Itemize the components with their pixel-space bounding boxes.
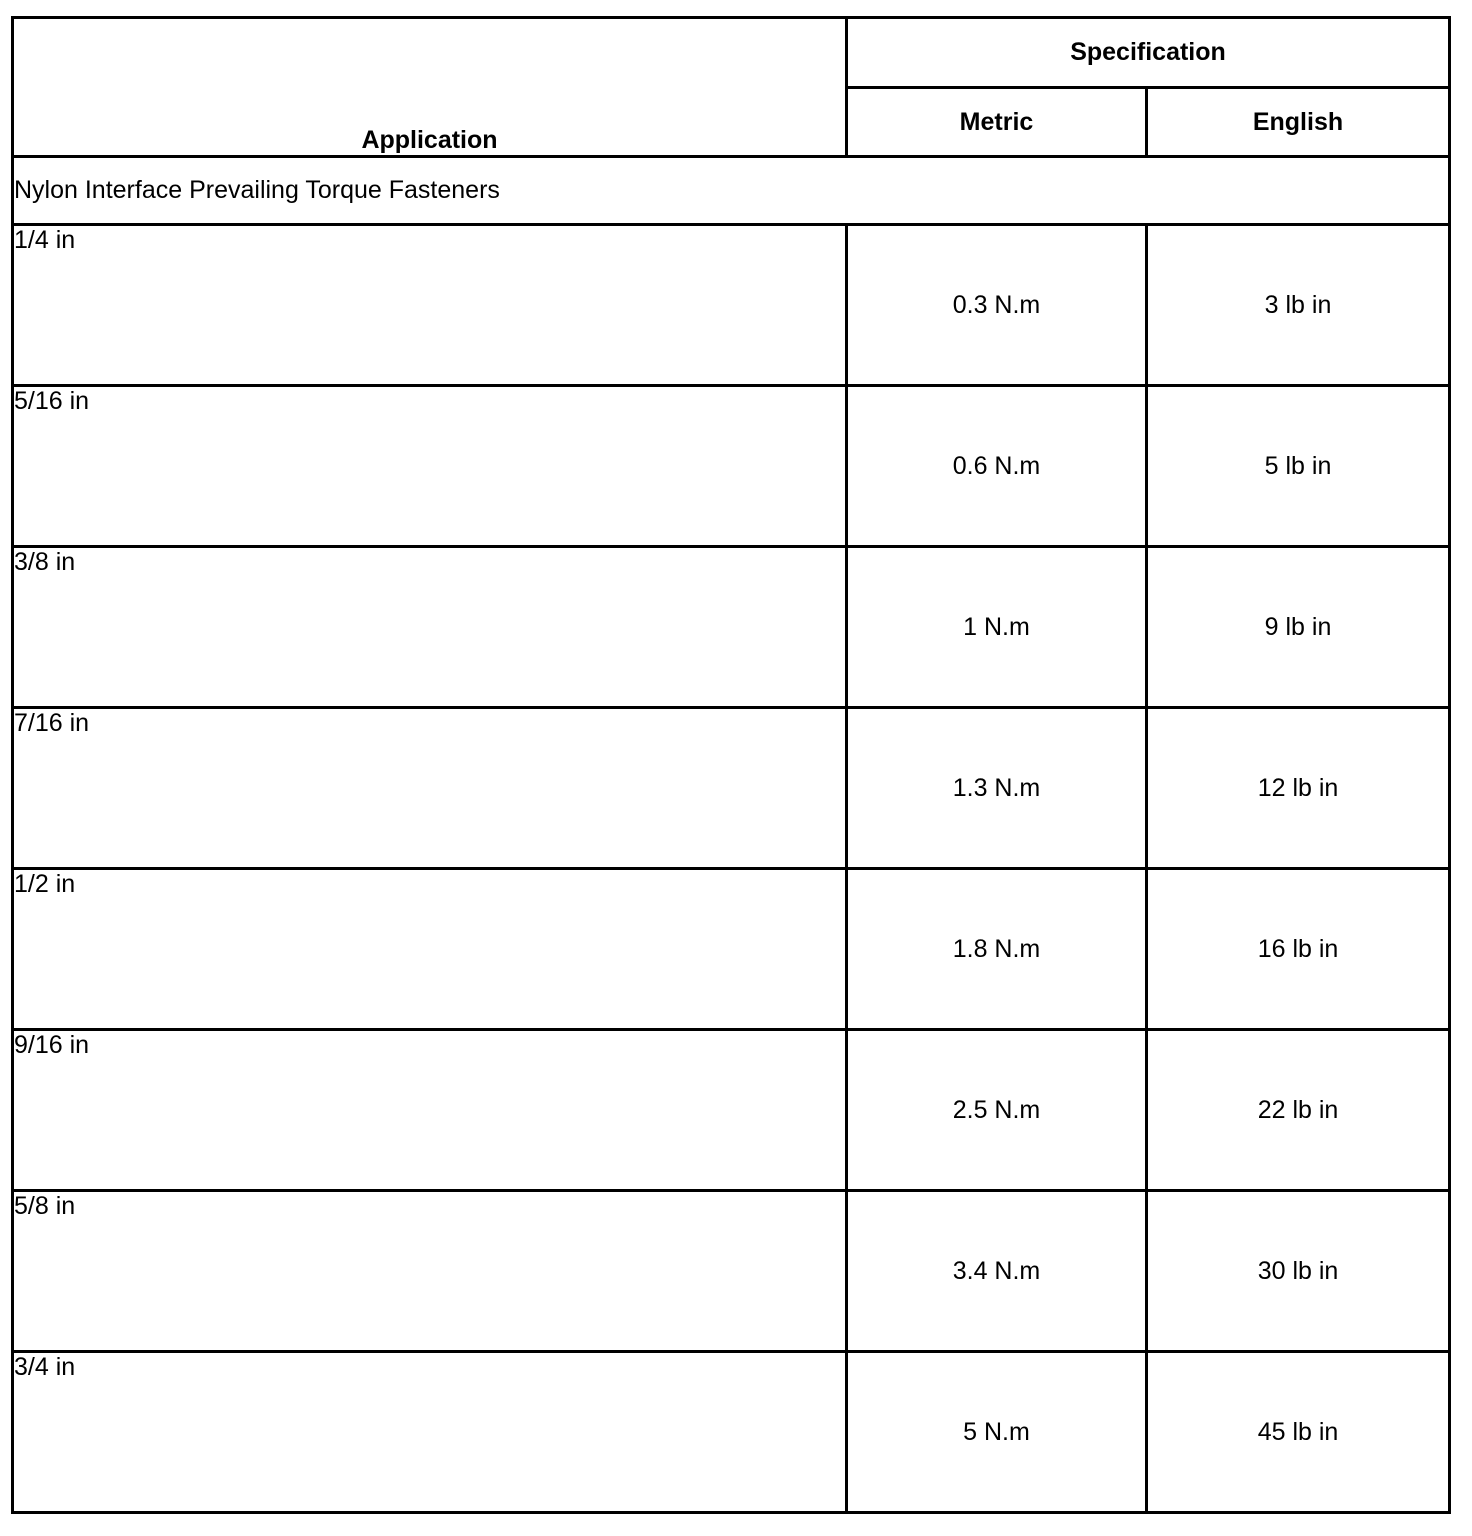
- english-cell: 22 lb in: [1147, 1030, 1450, 1191]
- english-header: English: [1147, 88, 1450, 157]
- application-cell: 9/16 in: [13, 1030, 847, 1191]
- english-cell: 12 lb in: [1147, 708, 1450, 869]
- table-row: [13, 708, 1450, 869]
- metric-cell: 2.5 N.m: [847, 1030, 1147, 1191]
- english-cell: 16 lb in: [1147, 869, 1450, 1030]
- table-row: [13, 1352, 1450, 1513]
- application-cell: 5/8 in: [13, 1191, 847, 1352]
- metric-header: Metric: [847, 88, 1147, 157]
- metric-cell: 1.3 N.m: [847, 708, 1147, 869]
- specification-header: Specification: [847, 18, 1450, 88]
- metric-cell: 0.3 N.m: [847, 225, 1147, 386]
- metric-cell: 3.4 N.m: [847, 1191, 1147, 1352]
- english-cell: 30 lb in: [1147, 1191, 1450, 1352]
- application-cell: 3/4 in: [13, 1352, 847, 1513]
- table-row: [13, 1191, 1450, 1352]
- english-cell: 9 lb in: [1147, 547, 1450, 708]
- metric-cell: 0.6 N.m: [847, 386, 1147, 547]
- application-cell: 1/2 in: [13, 869, 847, 1030]
- application-header: Application: [13, 18, 847, 157]
- application-cell: 7/16 in: [13, 708, 847, 869]
- torque-spec-table: [11, 16, 1451, 1514]
- table-row: [13, 869, 1450, 1030]
- english-cell: 45 lb in: [1147, 1352, 1450, 1513]
- application-cell: 1/4 in: [13, 225, 847, 386]
- table-row: [13, 225, 1450, 386]
- metric-cell: 1.8 N.m: [847, 869, 1147, 1030]
- english-cell: 5 lb in: [1147, 386, 1450, 547]
- application-cell: 3/8 in: [13, 547, 847, 708]
- table-row: [13, 386, 1450, 547]
- metric-cell: 5 N.m: [847, 1352, 1147, 1513]
- section-title: Nylon Interface Prevailing Torque Fasteners: [13, 157, 1450, 225]
- table-row: [13, 1030, 1450, 1191]
- metric-cell: 1 N.m: [847, 547, 1147, 708]
- table-row: [13, 547, 1450, 708]
- english-cell: 3 lb in: [1147, 225, 1450, 386]
- application-cell: 5/16 in: [13, 386, 847, 547]
